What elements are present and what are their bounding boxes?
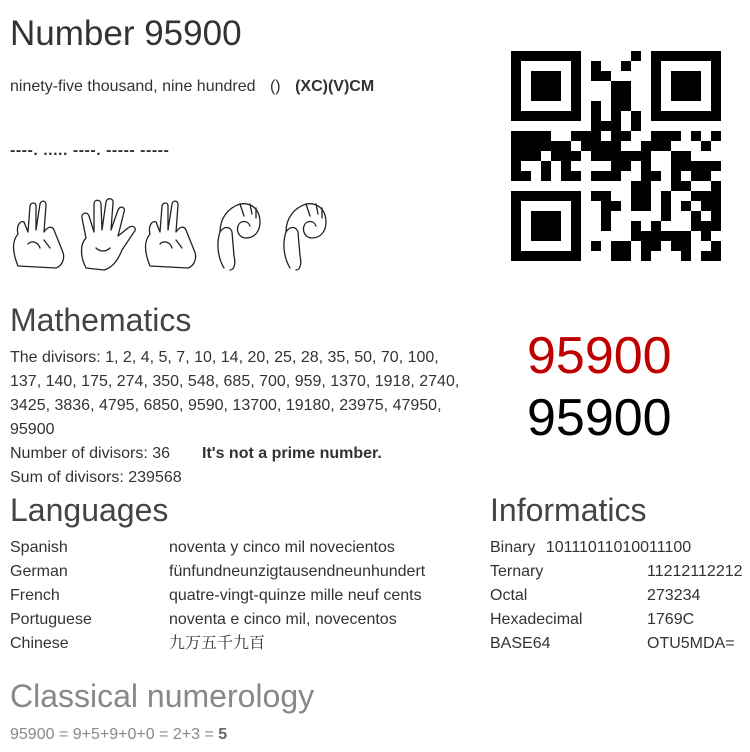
sum-of-divisors: Sum of divisors: 239568 bbox=[10, 469, 182, 486]
informatics-value: 11212112212 bbox=[647, 563, 743, 580]
divisors-line-2: 137, 140, 175, 274, 350, 548, 685, 700, 959, 1370, 1918, 2740, bbox=[10, 373, 460, 390]
hand-sign-9-icon bbox=[14, 201, 64, 268]
hand-signs bbox=[10, 196, 330, 272]
prime-note: It's not a prime number. bbox=[202, 445, 382, 462]
hand-sign-5-icon bbox=[82, 199, 136, 270]
informatics-label: Octal bbox=[490, 587, 528, 604]
divisors-line-1: The divisors: 1, 2, 4, 5, 7, 10, 14, 20, 25, 28, 35, 50, 70, 100, bbox=[10, 349, 439, 366]
roman-numeral: (XC)(V)CM bbox=[295, 78, 375, 95]
informatics-label: Hexadecimal bbox=[490, 611, 583, 628]
informatics-label: BASE64 bbox=[490, 635, 551, 652]
language-name: Chinese bbox=[10, 635, 69, 652]
language-value: noventa e cinco mil, novecentos bbox=[169, 611, 397, 628]
informatics-value: 273234 bbox=[647, 587, 701, 604]
hand-sign-0-icon bbox=[284, 204, 326, 270]
informatics-label: Ternary bbox=[490, 563, 544, 580]
number-of-divisors: Number of divisors: 36 bbox=[10, 445, 171, 462]
language-value: noventa y cinco mil novecientos bbox=[169, 539, 395, 556]
numerology-sum: 95900 = 9+5+9+0+0 = 2+3 = bbox=[10, 726, 214, 743]
math-heading: Mathematics bbox=[10, 302, 192, 338]
binary-row bbox=[490, 536, 691, 560]
numerology-equation bbox=[10, 723, 227, 747]
morse-code: ----. ..... ----. ----- ----- bbox=[10, 142, 170, 159]
binary-value: 10111011010011100 bbox=[545, 539, 692, 556]
languages-heading: Languages bbox=[10, 492, 169, 528]
hand-sign-9-icon bbox=[146, 201, 196, 268]
language-name: Portuguese bbox=[10, 611, 92, 628]
language-value: fünfundneunzigtausendneunhundert bbox=[169, 563, 426, 580]
language-name: French bbox=[10, 587, 60, 604]
page-title: Number 95900 bbox=[10, 14, 242, 53]
divisors-line-4: 95900 bbox=[10, 421, 55, 438]
big-number-red: 95900 bbox=[527, 327, 672, 385]
informatics-value: OTU5MDA= bbox=[647, 635, 735, 652]
binary-label: Binary bbox=[490, 539, 536, 556]
words-paren: () bbox=[269, 78, 281, 95]
words-text: ninety-five thousand, nine hundred bbox=[10, 78, 256, 95]
number-words bbox=[10, 75, 374, 99]
informatics-heading: Informatics bbox=[490, 492, 647, 528]
language-name: Spanish bbox=[10, 539, 68, 556]
language-value: quatre-vingt-quinze mille neuf cents bbox=[169, 587, 422, 604]
language-value: 九万五千九百 bbox=[169, 635, 266, 652]
divisors-line-3: 3425, 3836, 4795, 6850, 9590, 13700, 19180, 23975, 47950, bbox=[10, 397, 442, 414]
informatics-value: 1769C bbox=[647, 611, 695, 628]
numerology-result: 5 bbox=[218, 726, 228, 743]
qr-code-icon bbox=[511, 51, 721, 261]
big-number-black: 95900 bbox=[527, 389, 672, 447]
numerology-heading: Classical numerology bbox=[10, 678, 315, 714]
hand-sign-0-icon bbox=[218, 204, 260, 270]
language-name: German bbox=[10, 563, 68, 580]
